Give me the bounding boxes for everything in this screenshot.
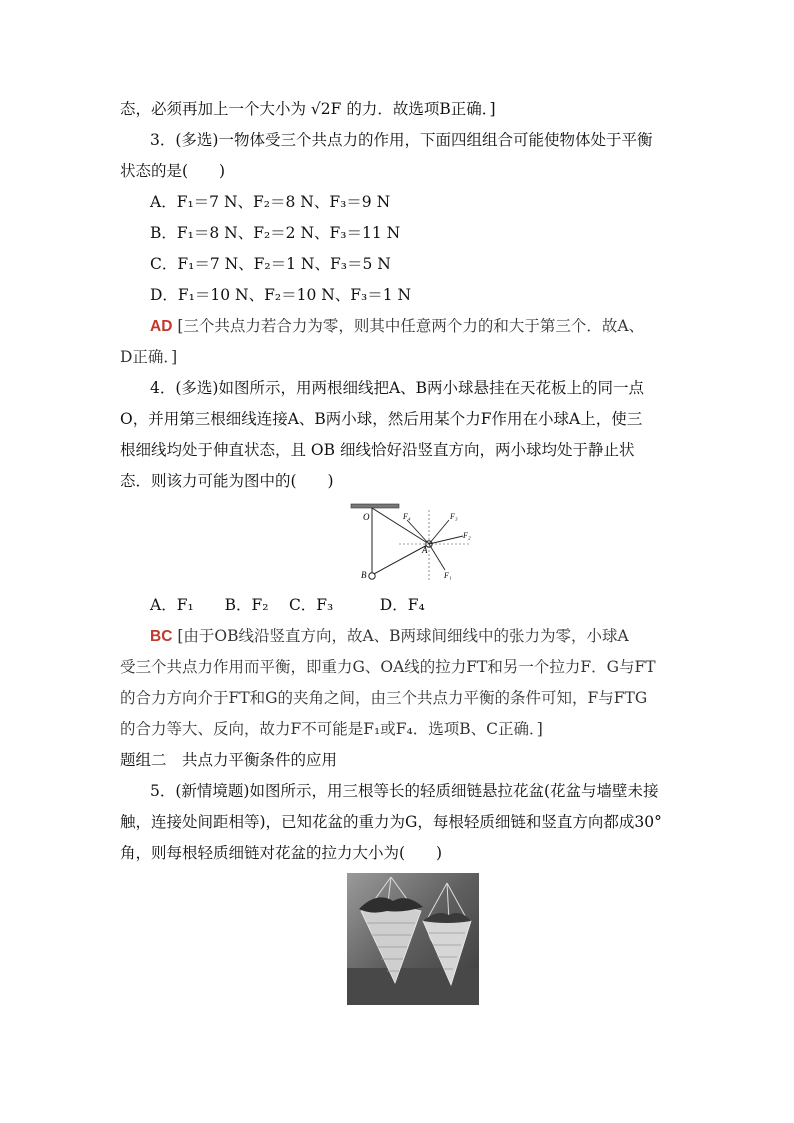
question-4-stem-cont: 根细线均处于伸直状态，且 OB 细线恰好沿竖直方向，两小球均处于静止状: [120, 441, 635, 459]
label-f4: F₄: [403, 512, 411, 521]
q4-options: A．F₁ B．F₂ C．F₃ D．F₄: [150, 596, 425, 614]
label-b: B: [361, 570, 367, 580]
q4-answer-key: BC: [150, 628, 173, 645]
label-f1: F₁: [444, 571, 452, 580]
q4-explanation-cont: 的合力方向介于FT和G的夹角之间，由三个共点力平衡的条件可知，F与FTG: [120, 689, 648, 707]
q3-option-c: C．F₁＝7 N、F₂＝1 N、F₃＝5 N: [150, 255, 391, 273]
force-diagram: [345, 500, 475, 585]
hanging-basket-photo: [347, 873, 479, 1005]
question-5-stem-cont: 触，连接处间距相等)，已知花盆的重力为G，每根轻质细链和竖直方向都成30°: [120, 813, 662, 831]
hanging-basket-image: [347, 873, 479, 1005]
question-4-stem-cont: O，并用第三根细线连接A、B两小球，然后用某个力F作用在小球A上，使三: [120, 410, 643, 428]
label-f2: F₂: [463, 531, 471, 540]
q3-answer: [150, 316, 644, 337]
label-o: O: [363, 512, 370, 522]
label-f3: F₃: [450, 512, 458, 521]
section-heading: 题组二 共点力平衡条件的应用: [120, 751, 338, 769]
text-line: 态，必须再加上一个大小为 √2F 的力．故选项B正确．]: [120, 100, 496, 118]
q3-explanation-cont: D正确．]: [120, 348, 178, 366]
q3-option-b: B．F₁＝8 N、F₂＝2 N、F₃＝11 N: [150, 224, 401, 242]
question-5-stem: 5．(新情境题)如图所示，用三根等长的轻质细链悬拉花盆(花盆与墙壁未接: [150, 782, 659, 800]
q4-explanation: [由于OB线沿竖直方向，故A、B两球间细线中的张力为零，小球A: [177, 627, 629, 645]
question-5-stem-cont: 角，则每根轻质细链对花盆的拉力大小为( ): [120, 844, 443, 862]
question-3-stem: 3．(多选)一物体受三个共点力的作用，下面四组组合可能使物体处于平衡: [150, 131, 653, 149]
question-4-stem: 4．(多选)如图所示，用两根细线把A、B两小球悬挂在天花板上的同一点: [150, 379, 645, 397]
question-3-stem-cont: 状态的是( ): [120, 162, 226, 180]
question-4-stem-cont: 态．则该力可能为图中的( ): [120, 472, 334, 490]
label-a: A: [422, 545, 428, 555]
q3-option-a: A．F₁＝7 N、F₂＝8 N、F₃＝9 N: [150, 193, 391, 211]
q3-option-d: D．F₁＝10 N、F₂＝10 N、F₃＝1 N: [150, 286, 412, 304]
q3-explanation: [三个共点力若合力为零，则其中任意两个力的和大于第三个．故A、: [177, 317, 645, 335]
q4-answer: [150, 626, 629, 647]
q4-explanation-cont: 受三个共点力作用而平衡，即重力G、OA线的拉力FT和另一个拉力F．G与FT: [120, 658, 656, 676]
q4-explanation-cont: 的合力等大、反向，故力F不可能是F₁或F₄．选项B、C正确．]: [120, 720, 543, 738]
q3-answer-key: AD: [150, 318, 173, 335]
